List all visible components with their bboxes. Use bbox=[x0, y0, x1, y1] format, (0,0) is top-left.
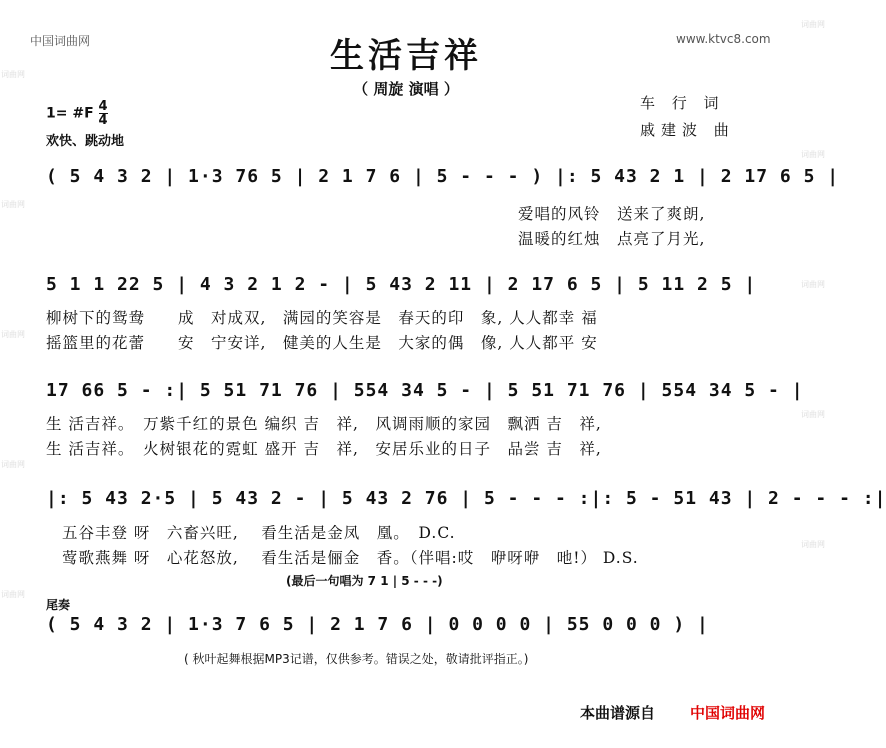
tempo-marking: 欢快、跳动地 bbox=[46, 134, 125, 149]
key-signature bbox=[46, 100, 108, 127]
footnote: ( 秋叶起舞根据MP3记谱，仅供参考。错误之处，敬请批评指正。) bbox=[184, 652, 529, 666]
lyricist-credit: 车 行 词 bbox=[640, 94, 725, 112]
left-watermark-strip bbox=[0, 0, 25, 748]
notation-row-4: |: 5 43 2·5 | 5 43 2 - | 5 43 2 76 | 5 - - - :|: 5 - 51 43 | 2 - - - :| bbox=[46, 488, 886, 509]
time-signature-bottom: 4 bbox=[98, 113, 108, 128]
watermark-text: 词曲网 bbox=[801, 280, 825, 289]
notation-row-2: 5 1 1 22 5 | 4 3 2 1 2 - | 5 43 2 11 | 2 17 6 5 | 5 11 2 5 | bbox=[46, 274, 757, 295]
watermark-text: 词曲网 bbox=[801, 20, 825, 29]
final-line-note: (最后一句唱为 7 1 | 5 - - -) bbox=[286, 574, 443, 588]
time-signature-top: 4 bbox=[98, 99, 108, 114]
lyric-row-2-verse-2: 摇篮里的花蕾 安 宁安详, 健美的人生是 大家的偶 像, 人人都平 安 bbox=[46, 334, 598, 352]
watermark-text: 词曲网 bbox=[1, 590, 25, 599]
outro-label: 尾奏 bbox=[46, 598, 71, 612]
lyric-row-4-verse-1: 五谷丰登 呀 六畜兴旺, 看生活是金凤 凰。 D.C. bbox=[62, 524, 456, 542]
right-watermark-strip bbox=[800, 0, 825, 748]
watermark-text: 词曲网 bbox=[1, 460, 25, 469]
song-title: 生活吉祥 bbox=[330, 36, 482, 76]
watermark-text: 词曲网 bbox=[801, 150, 825, 159]
key-label: 1= #F bbox=[46, 105, 94, 122]
outro-notation: ( 5 4 3 2 | 1·3 7 6 5 | 2 1 7 6 | 0 0 0 0 | 55 0 0 0 ) | bbox=[46, 614, 709, 635]
song-subtitle: （ 周旋 演唱 ） bbox=[353, 80, 459, 98]
notation-row-3: 17 66 5 - :| 5 51 71 76 | 554 34 5 - | 5 51 71 76 | 554 34 5 - | bbox=[46, 380, 804, 401]
watermark-text: 词曲网 bbox=[801, 540, 825, 549]
notation-row-1: ( 5 4 3 2 | 1·3 76 5 | 2 1 7 6 | 5 - - - ) |: 5 43 2 1 | 2 17 6 5 | bbox=[46, 166, 840, 187]
lyric-row-3-verse-2: 生 活吉祥。 火树银花的霓虹 盛开 吉 祥, 安居乐业的日子 品尝 吉 祥, bbox=[46, 440, 602, 458]
lyric-row-3-verse-1: 生 活吉祥。 万紫千红的景色 编织 吉 祥, 风调雨顺的家园 飘洒 吉 祥, bbox=[46, 415, 602, 433]
source-label: 本曲谱源自 bbox=[580, 704, 656, 722]
watermark-text: 词曲网 bbox=[1, 200, 25, 209]
watermark-text: 词曲网 bbox=[801, 410, 825, 419]
lyric-row-2-verse-1: 柳树下的鸳鸯 成 对成双, 满园的笑容是 春天的印 象, 人人都幸 福 bbox=[46, 309, 598, 327]
source-brand-link[interactable]: 中国词曲网 bbox=[690, 704, 766, 722]
lyric-row-4-verse-2: 莺歌燕舞 呀 心花怒放, 看生活是俪金 香。（伴唱:哎 咿呀咿 吔!） D.S. bbox=[62, 549, 639, 567]
composer-credit: 戚建波 曲 bbox=[640, 121, 735, 139]
site-name-left: 中国词曲网 bbox=[30, 34, 91, 48]
watermark-text: 词曲网 bbox=[1, 330, 25, 339]
watermark-text: 词曲网 bbox=[1, 70, 25, 79]
lyric-row-1-verse-1: 爱唱的风铃 送来了爽朗, bbox=[518, 205, 706, 223]
site-url-right[interactable]: www.ktvc8.com bbox=[676, 32, 771, 46]
time-signature bbox=[99, 100, 108, 127]
lyric-row-1-verse-2: 温暖的红烛 点亮了月光, bbox=[518, 230, 706, 248]
